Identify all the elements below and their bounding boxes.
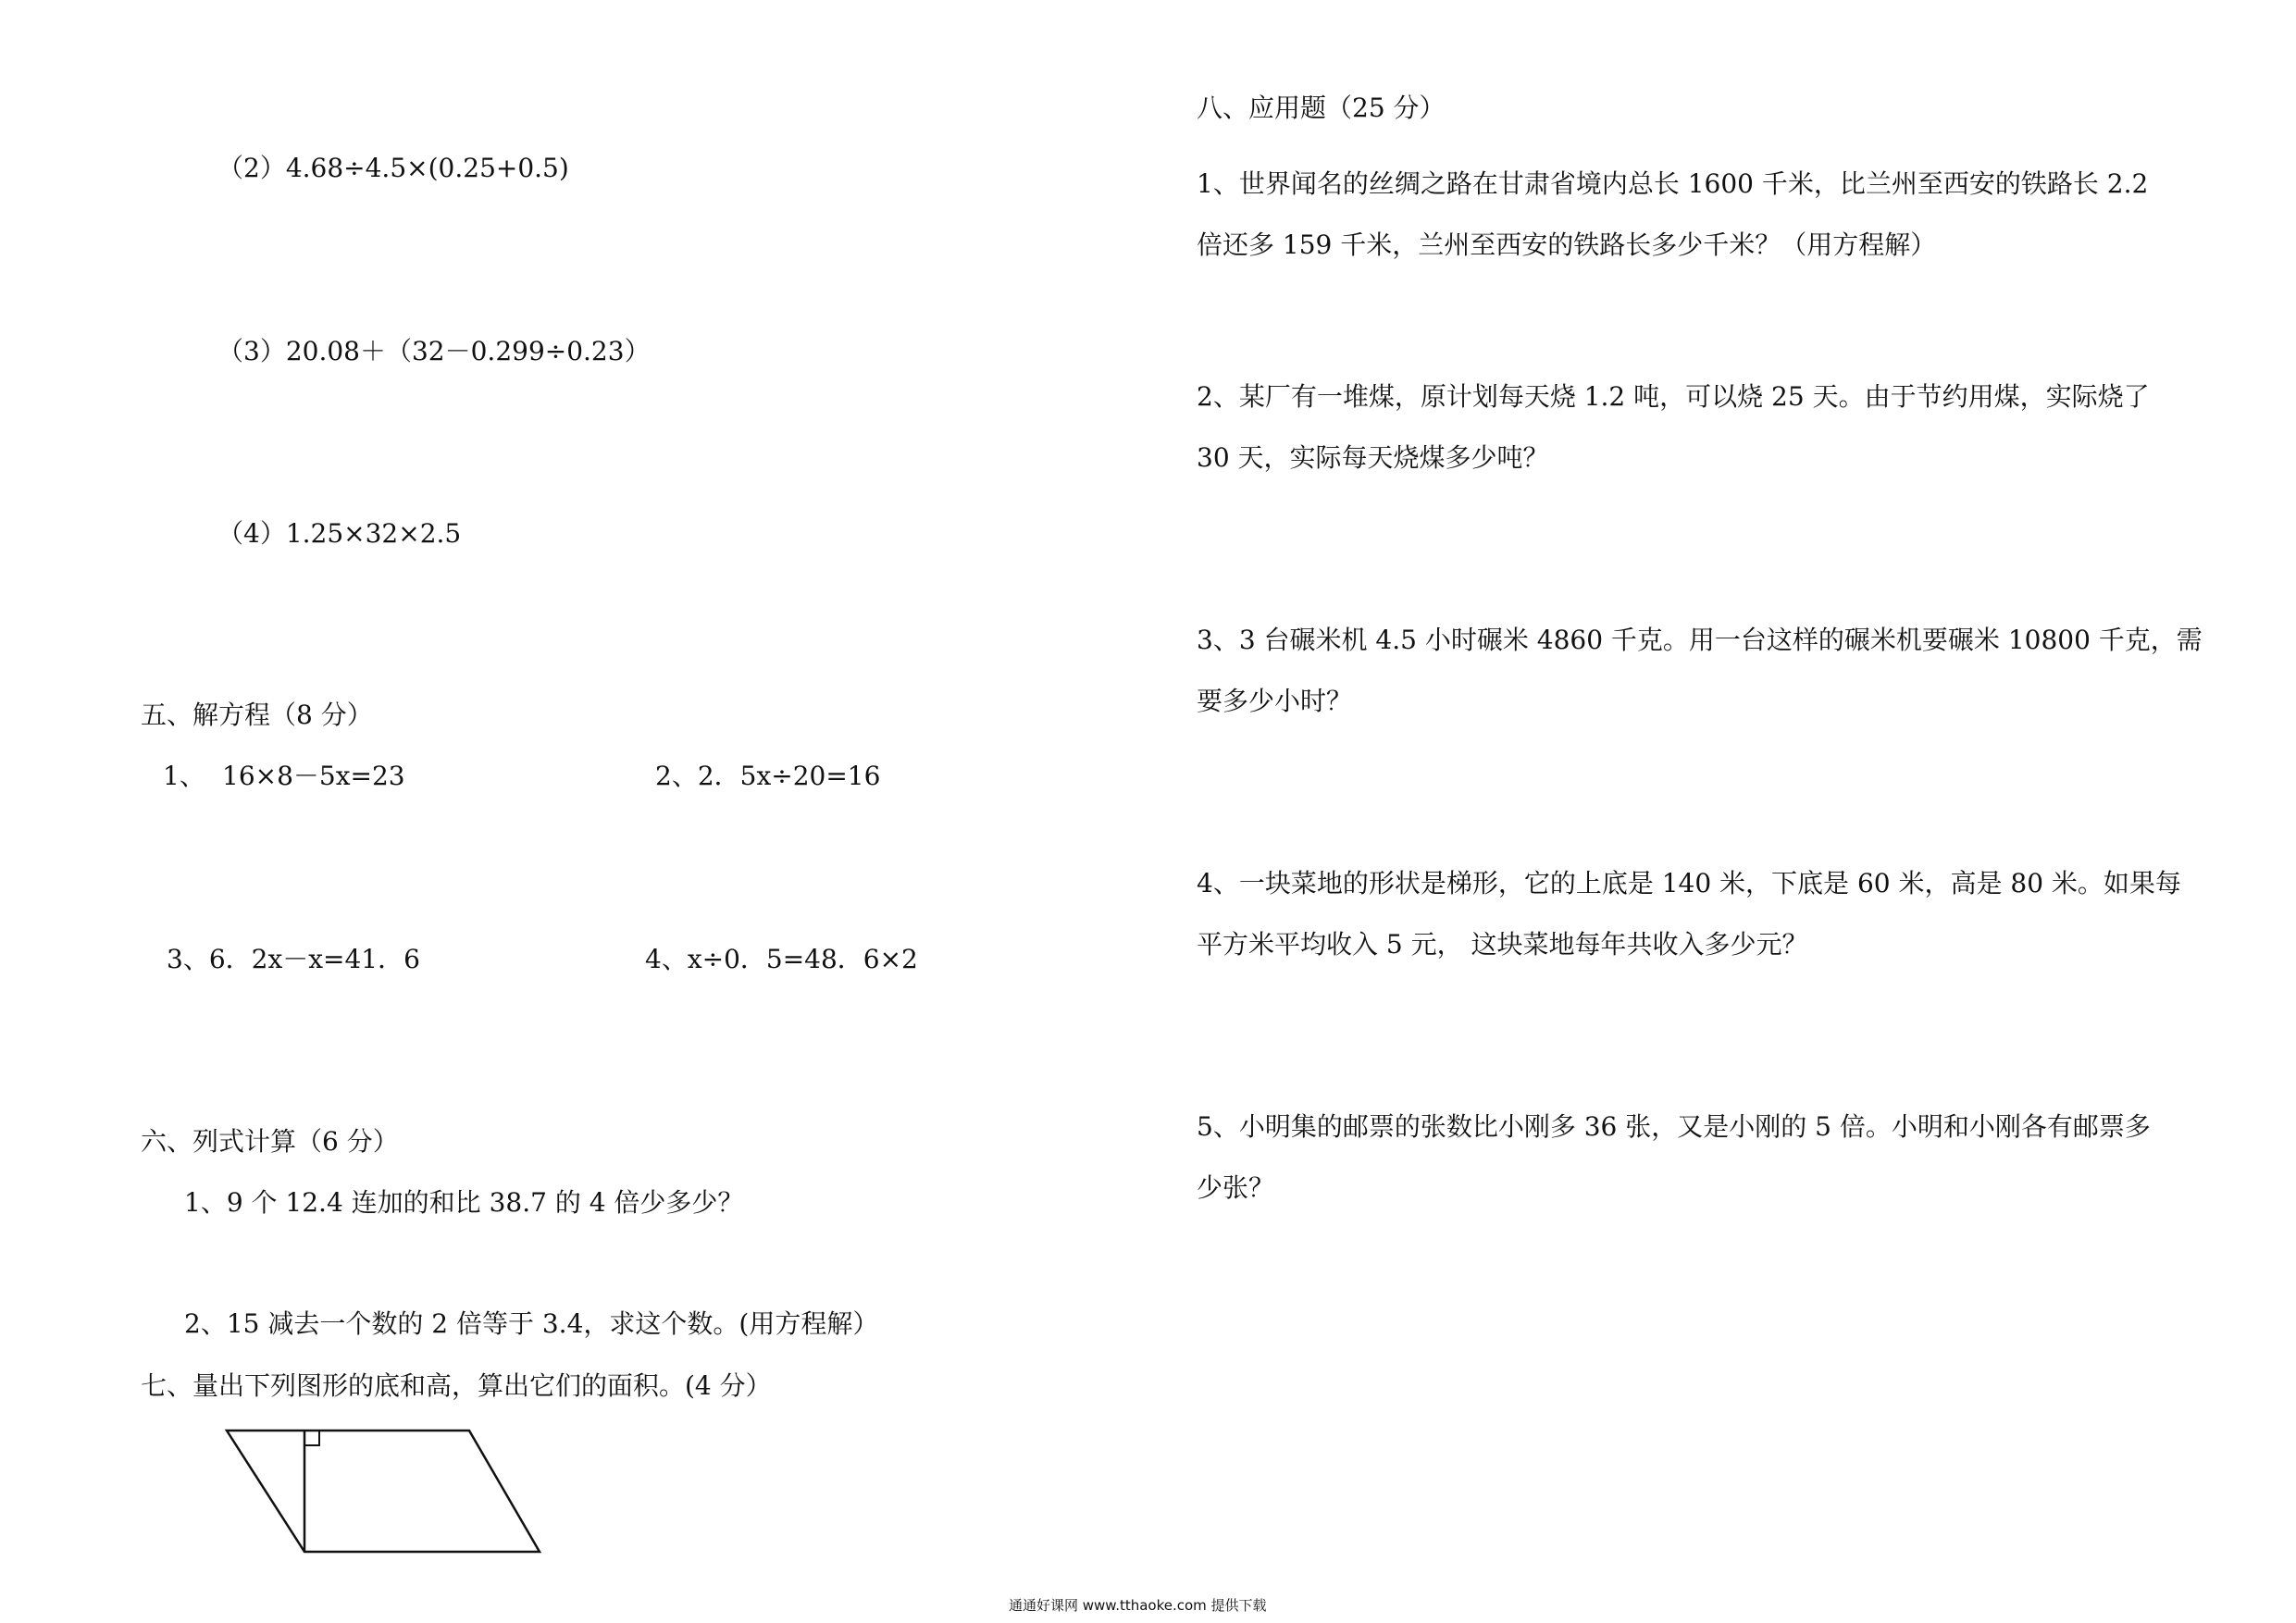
calc-item-3: （3）20.08＋（32－0.299÷0.23） xyxy=(217,336,651,366)
question-4-line-1: 4、一块菜地的形状是梯形，它的上底是 140 米，下底是 60 米，高是 80 米。如果每 xyxy=(1197,868,2181,898)
parallelogram-figure xyxy=(213,1406,583,1555)
parallelogram-outline xyxy=(227,1431,540,1552)
calc-item-2: （2）4.68÷4.5×(0.25+0.5) xyxy=(217,153,569,183)
footer-text: 通通好课网 www.tthaoke.com 提供下载 xyxy=(1009,1597,1267,1614)
question-5-line-2: 少张？ xyxy=(1197,1172,1275,1203)
section8-title: 八、应用题（25 分） xyxy=(1197,93,1446,123)
question-4-line-2: 平方米平均收入 5 元， 这块菜地每年共收入多少元？ xyxy=(1197,929,1808,960)
section7-title: 七、量出下列图形的底和高，算出它们的面积。(4 分） xyxy=(141,1370,772,1401)
equation-1-number: 1、 xyxy=(163,761,205,791)
question-1-line-2: 倍还多 159 千米，兰州至西安的铁路长多少千米？（用方程解） xyxy=(1197,229,1937,260)
question-3-line-2: 要多少小时？ xyxy=(1197,686,1353,716)
section6-question-2: 2、15 减去一个数的 2 倍等于 3.4，求这个数。(用方程解） xyxy=(184,1308,879,1339)
equation-4: 4、x÷0．5=48．6×2 xyxy=(645,944,918,974)
question-5-line-1: 5、小明集的邮票的张数比小刚多 36 张，又是小刚的 5 倍。小明和小刚各有邮票多 xyxy=(1197,1111,2151,1142)
equation-3: 3、6．2x－x=41．6 xyxy=(167,944,420,974)
question-4 xyxy=(1197,853,2181,975)
right-angle-mark xyxy=(304,1431,319,1445)
section6-title: 六、列式计算（6 分） xyxy=(141,1126,399,1157)
question-3 xyxy=(1197,610,2203,732)
question-2-line-1: 2、某厂有一堆煤，原计划每天烧 1.2 吨，可以烧 25 天。由于节约用煤，实际烧了 xyxy=(1197,381,2150,412)
question-2 xyxy=(1197,366,2150,489)
question-2-line-2: 30 天，实际每天烧煤多少吨？ xyxy=(1197,442,1549,473)
section5-title: 五、解方程（8 分） xyxy=(141,700,373,730)
question-1-line-1: 1、世界闻名的丝绸之路在甘肃省境内总长 1600 千米，比兰州至西安的铁路长 2.2 xyxy=(1197,168,2149,199)
section6-question-1: 1、9 个 12.4 连加的和比 38.7 的 4 倍少多少？ xyxy=(184,1187,744,1218)
question-3-line-1: 3、3 台碾米机 4.5 小时碾米 4860 千克。用一台这样的碾米机要碾米 10800 千克，需 xyxy=(1197,625,2203,655)
calc-item-4: （4）1.25×32×2.5 xyxy=(217,518,462,549)
question-5 xyxy=(1197,1096,2151,1219)
question-1 xyxy=(1197,154,2148,276)
equation-2: 2、2．5x÷20=16 xyxy=(655,761,881,791)
equation-1: 16×8－5x=23 xyxy=(222,761,405,791)
